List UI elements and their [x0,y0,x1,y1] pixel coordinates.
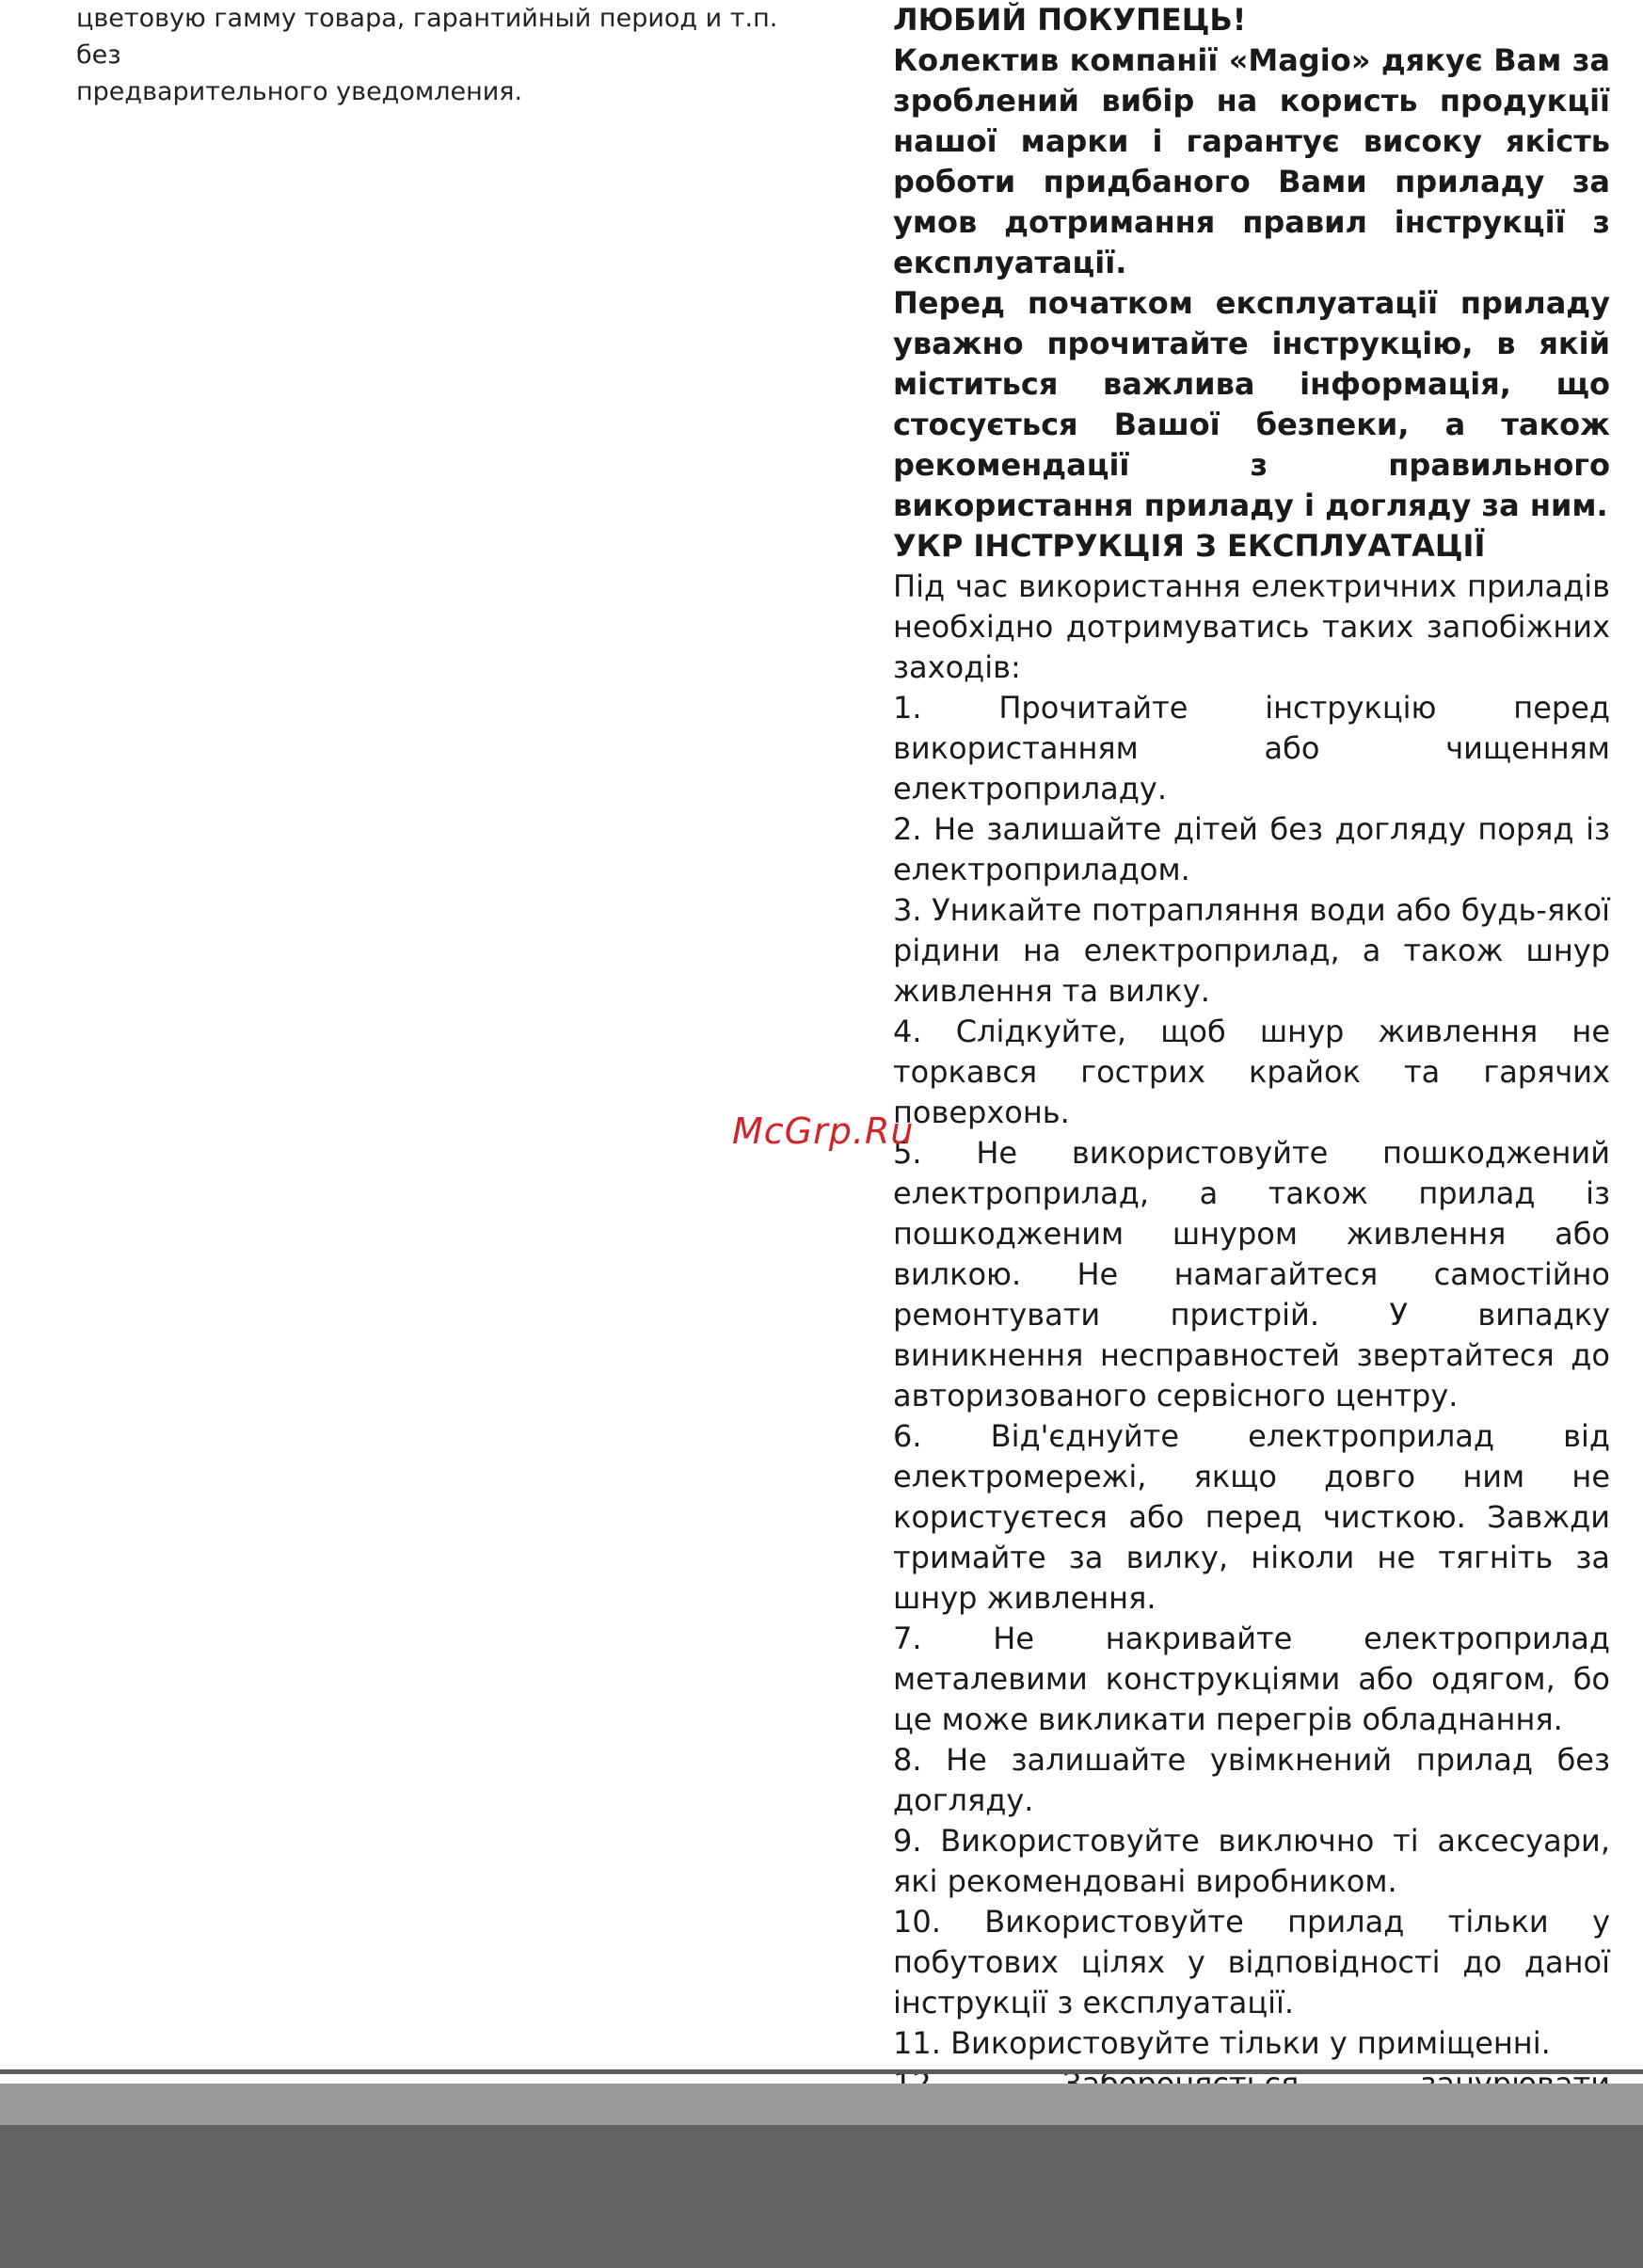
greeting-heading: ЛЮБИЙ ПОКУПЕЦЬ! [893,2,1247,38]
list-item: 2. Не залишайте дітей без догляду поряд із електроприладом. [893,811,1610,887]
intro-paragraph: Під час використання електричних приладів необхідно дотримуватись таких запобіжних заходів: [893,568,1610,685]
list-item: 5. Не використовуйте пошкоджений електроприлад, а також прилад із пошкодженим шнуром живлення або вилкою. Не намагайтеся самостійно ремонтувати пристрій. У випадку виникнення несправностей звертайтеся до авторизованого сервісного центру. [893,1135,1610,1414]
footer-band-light [0,2084,1643,2125]
list-item: 11. Використовуйте тільки у приміщенні. [893,2025,1551,2061]
list-item: 7. Не накривайте електроприлад металевими конструкціями або одягом, бо це може викликати перегрів обладнання. [893,1621,1610,1737]
read-first-paragraph: Перед початком експлуатації приладу уважно прочитайте інструкцію, в якій міститься важлива інформація, що стосується Вашої безпеки, а також рекомендації з правильного використання приладу і догляду за ним. [893,285,1610,523]
footer-band-dark [0,2125,1643,2268]
thanks-paragraph: Колектив компанії «Magio» дякує Вам за зроблений вибір на користь продукції нашої марки і гарантує високу якість роботи придбаного Вами приладу за умов дотримання правил інструкції з експлуатації. [893,42,1610,280]
left-column [76,0,810,110]
left-text-line-2: предварительного уведомления. [76,77,523,106]
section-title: УКР ІНСТРУКЦІЯ З ЕКСПЛУАТАЦІЇ [893,528,1486,564]
list-item: 10. Використовуйте прилад тільки у побутових цілях у відповідності до даної інструкції з експлуатації. [893,1904,1610,2020]
right-column [893,0,1610,2266]
list-item: 4. Слідкуйте, щоб шнур живлення не торкався гострих крайок та гарячих поверхонь. [893,1014,1610,1130]
list-item: 6. Від'єднуйте електроприлад від електромережі, якщо довго ним не користуєтеся або перед чисткою. Завжди тримайте за вилку, ніколи не тягніть за шнур живлення. [893,1418,1610,1616]
left-text-line-1: цветовую гамму товара, гарантийный период и т.п. без [76,4,778,70]
watermark-text: McGrp.Ru [732,1110,915,1152]
list-item: 1. Прочитайте інструкцію перед використанням або чищенням електроприладу. [893,690,1610,807]
footer-divider [0,2069,1643,2074]
list-item: 3. Уникайте потрапляння води або будь-якої рідини на електроприлад, а також шнур живлення та вилку. [893,892,1610,1009]
list-item: 8. Не залишайте увімкнений прилад без догляду. [893,1742,1610,1818]
list-item: 9. Використовуйте виключно ті аксесуари, які рекомендовані виробником. [893,1823,1610,1899]
